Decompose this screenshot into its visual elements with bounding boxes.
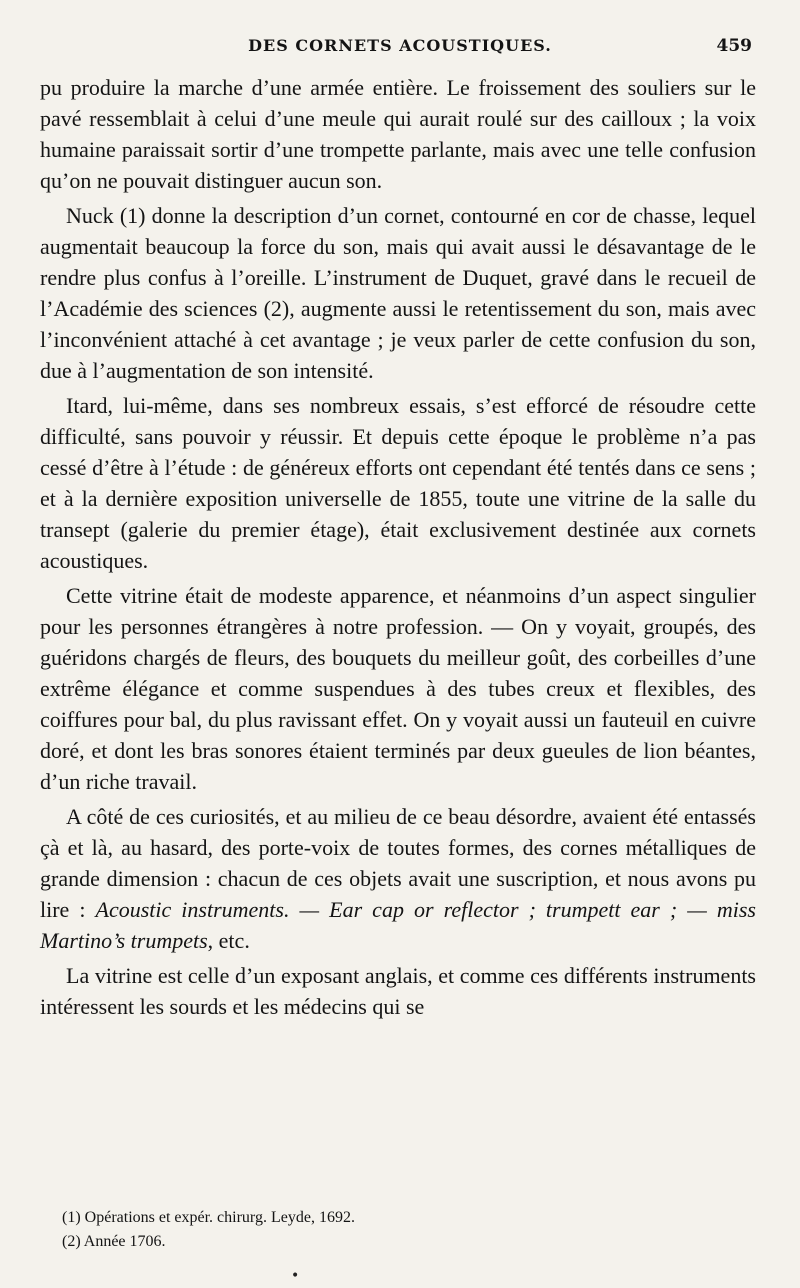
running-title: DES CORNETS ACOUSTIQUES. bbox=[248, 36, 552, 55]
paragraph-text: , etc. bbox=[207, 928, 250, 953]
paragraph-3 bbox=[40, 390, 756, 576]
footnote-1: (1) Opérations et expér. chirurg. Leyde, 1692. bbox=[62, 1209, 355, 1226]
printer-mark: • bbox=[291, 1268, 300, 1284]
footnotes bbox=[62, 1206, 762, 1254]
body-text bbox=[40, 72, 756, 1026]
paragraph-6 bbox=[40, 960, 756, 1022]
paragraph-5 bbox=[40, 801, 756, 956]
paragraph-1 bbox=[40, 72, 756, 196]
paragraph-4 bbox=[40, 580, 756, 797]
running-head bbox=[40, 36, 760, 60]
paragraph-text: Nuck (1) donne la description d’un cornet, contourné en cor de chasse, lequel augmentait beaucoup la force du son, mais qui avait aussi le désavantage de le rendre plus confus à l’oreille. L’instrument de Duquet, gravé dans le recueil de l’Académie des sciences (2), augmente aussi le retentissement du son, mais avec l’inconvénient attaché à cet avantage ; je veux parler de cette confusion du son, due à l’augmentation de son intensité. bbox=[40, 203, 756, 383]
footnote-2: (2) Année 1706. bbox=[62, 1233, 166, 1250]
italic-quote: Acoustic instruments. — Ear cap or reflector ; trumpett ear ; — miss Martino’s trumpets bbox=[40, 897, 756, 953]
page-number: 459 bbox=[716, 36, 752, 56]
paragraph-text: La vitrine est celle d’un exposant anglais, et comme ces différents instruments intéressent les sourds et les médecins qui se bbox=[40, 963, 756, 1019]
paragraph-text: Cette vitrine était de modeste apparence, et néanmoins d’un aspect singulier pour les personnes étrangères à notre profession. — On y voyait, groupés, des guéridons chargés de fleurs, des bouquets du meilleur goût, des corbeilles d’une extrême élégance et comme suspendues à des tubes creux et flexibles, des coiffures pour bal, du plus ravissant effet. On y voyait aussi un fauteuil en cuivre doré, et dont les bras sonores étaient terminés par deux gueules de lion béantes, d’un riche travail. bbox=[40, 583, 756, 794]
paragraph-text: A côté de ces curiosités, et au milieu de ce beau désordre, avaient été entassés çà et là, au hasard, des porte-voix de toutes formes, des cornes métalliques de grande dimension : chacun de ces objets avait une suscription, et nous avons pu lire : bbox=[40, 804, 756, 922]
paragraph-text: pu produire la marche d’une armée entière. Le froissement des souliers sur le pavé ressemblait à celui d’une meule qui aurait roulé sur des cailloux ; la voix humaine paraissait sortir d’une trompette parlante, mais avec une telle confusion qu’on ne pouvait distinguer aucun son. bbox=[40, 75, 756, 193]
paragraph-text: Itard, lui-même, dans ses nombreux essais, s’est efforcé de résoudre cette difficulté, sans pouvoir y réussir. Et depuis cette époque le problème n’a pas cessé d’être à l’étude : de généreux efforts ont cependant été tentés dans ce sens ; et à la dernière exposition universelle de 1855, toute une vitrine de la salle du transept (galerie du premier étage), était exclusivement destinée aux cornets acoustiques. bbox=[40, 393, 756, 573]
paragraph-2 bbox=[40, 200, 756, 386]
